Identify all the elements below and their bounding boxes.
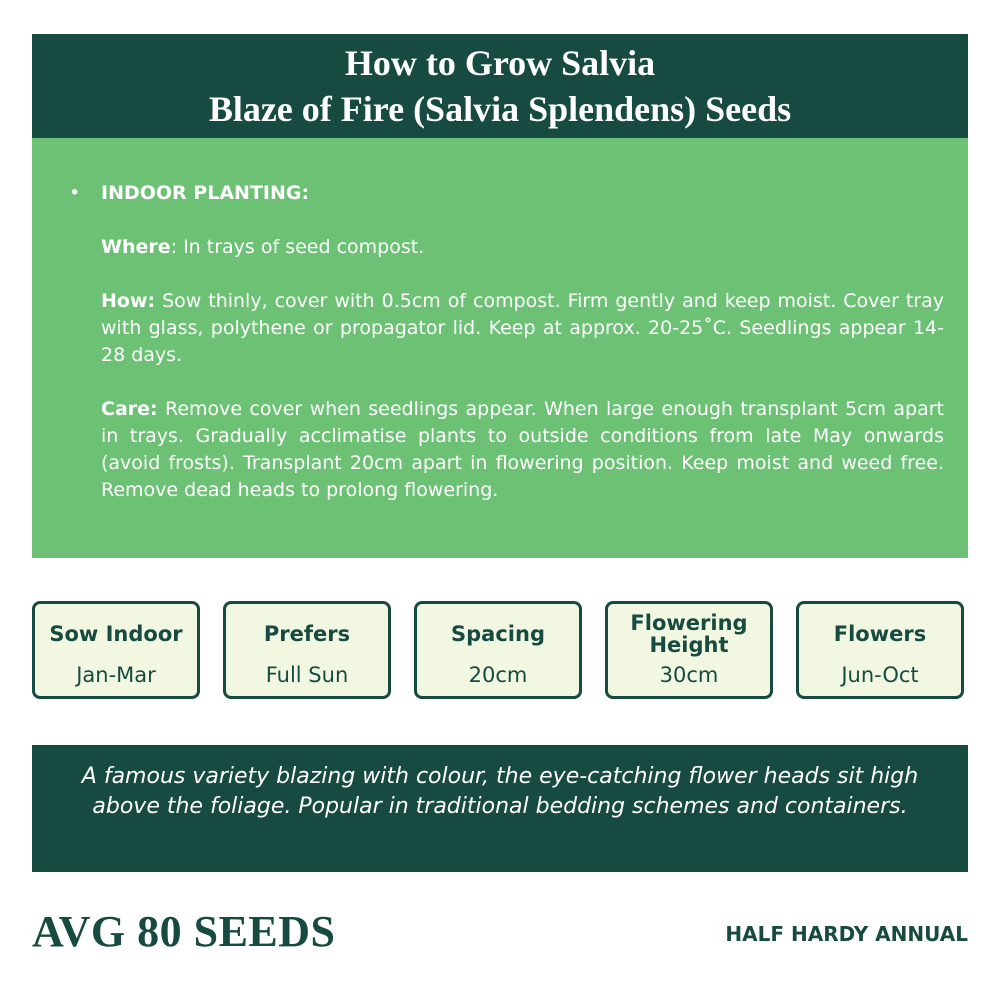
section-heading (69, 180, 944, 207)
info-card-flowers (796, 601, 964, 699)
how-paragraph (101, 288, 944, 369)
info-card-flowering-height (605, 601, 773, 699)
variety-description: A famous variety blazing with colour, the eye-catching flower heads sit high above the foliage. Popular in traditional bedding schemes and containers. (32, 745, 968, 872)
info-cards (32, 601, 968, 703)
bullet-icon: • (69, 182, 81, 204)
card-title: Prefers (263, 622, 351, 646)
card-value: Full Sun (265, 663, 349, 687)
care-label: Care: (101, 398, 158, 420)
info-card-spacing (414, 601, 582, 699)
section-title: INDOOR PLANTING: (101, 182, 310, 204)
title-line-1: How to Grow Salvia (344, 43, 656, 83)
how-label: How: (101, 290, 156, 312)
card-title: Sow Indoor (49, 622, 183, 646)
info-card-sow-indoor (32, 601, 200, 699)
where-label: Where (101, 236, 171, 258)
care-paragraph (101, 396, 944, 504)
instructions-panel (32, 138, 968, 558)
card-value: 30cm (659, 663, 719, 687)
card-value: Jan-Mar (76, 663, 156, 687)
info-card-prefers (223, 601, 391, 699)
card-value: Jun-Oct (841, 663, 919, 687)
how-text: Sow thinly, cover with 0.5cm of compost. Firm gently and keep moist. Cover tray with glass, polythene or propagator lid. Keep at approx. 20-25˚C. Seedlings appear 14-28 days. (101, 290, 944, 366)
card-title: Spacing (451, 622, 545, 646)
title-line-2: Blaze of Fire (Salvia Splendens) Seeds (208, 89, 792, 129)
seed-count: AVG 80 SEEDS (32, 907, 336, 956)
where-paragraph (101, 234, 944, 261)
card-title: Flowers (833, 622, 927, 646)
where-text: : In trays of seed compost. (170, 236, 425, 258)
card-value: 20cm (468, 663, 528, 687)
page-title (32, 34, 968, 138)
card-title: Flowering Height (630, 611, 748, 657)
plant-type: HALF HARDY ANNUAL (725, 922, 968, 946)
care-text: Remove cover when seedlings appear. When large enough transplant 5cm apart in trays. Gradually acclimatise plants to outside conditions from late May onwards (avoid frosts). Transplant 20cm apart in flowering position. Keep moist and weed free. Remove dead heads to prolong flowering. (101, 398, 944, 501)
